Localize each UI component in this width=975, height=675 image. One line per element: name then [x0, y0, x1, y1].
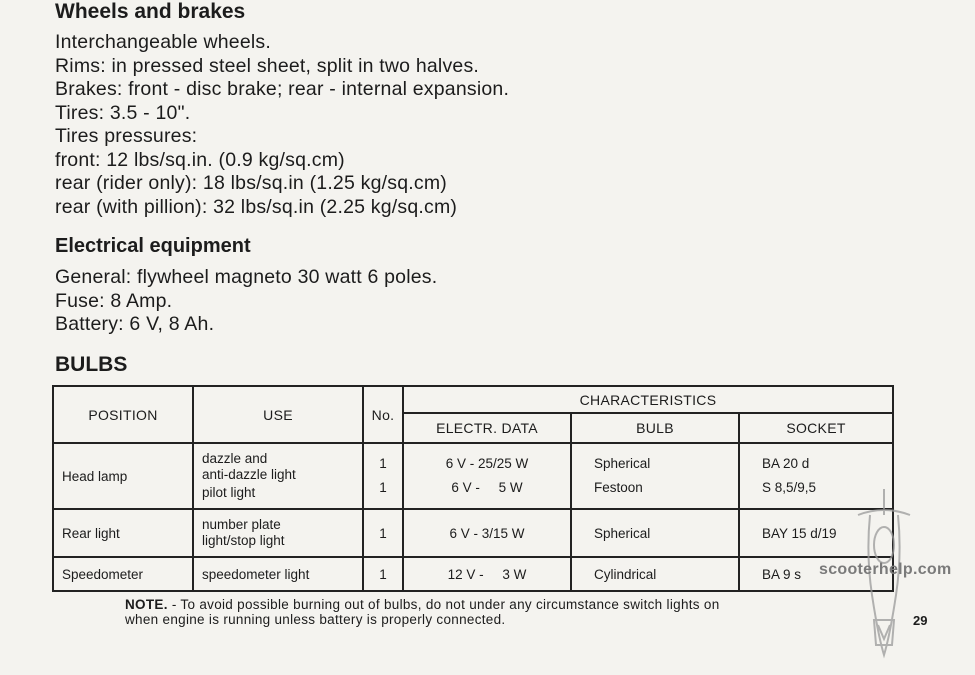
use-line: light/stop light — [202, 533, 285, 548]
spec-line: Tires: 3.5 - 10". — [55, 101, 191, 124]
spec-line: rear (rider only): 18 lbs/sq.in (1.25 kg/sq.cm) — [55, 172, 447, 194]
no-value: 1 — [379, 456, 387, 471]
use-line: number plate — [202, 517, 281, 532]
cell-electr: 12 V - 3 W — [403, 557, 571, 591]
watermark: scooterhelp.com — [819, 561, 952, 578]
cell-electr — [403, 443, 571, 509]
spec-line: Interchangeable wheels. — [55, 31, 271, 53]
header-position: POSITION — [53, 386, 193, 443]
header-characteristics: CHARACTERISTICS — [403, 386, 893, 413]
cell-bulb: Spherical — [571, 509, 739, 557]
cell-position: Head lamp — [53, 443, 193, 509]
table-row — [53, 443, 893, 509]
cell-use — [193, 509, 363, 557]
bulb-value: Festoon — [594, 480, 643, 495]
use-line: pilot light — [202, 485, 256, 500]
no-value: 1 — [379, 480, 387, 495]
use-line: anti-dazzle light — [202, 467, 296, 482]
bulbs-table — [52, 385, 894, 592]
spec-line: Tires pressures: — [55, 125, 198, 147]
spec-line: Rims: in pressed steel sheet, split in two halves. — [55, 54, 480, 77]
cell-no — [363, 443, 403, 509]
table-row — [53, 509, 893, 557]
note-label: NOTE. — [125, 597, 168, 612]
spec-line: Brakes: front - disc brake; rear - internal expansion. — [55, 78, 510, 100]
wheels-brakes-text — [55, 31, 509, 219]
table-row — [53, 557, 893, 591]
electr-value: 6 V - 25/25 W — [445, 456, 529, 471]
header-electr-data: ELECTR. DATA — [403, 413, 571, 443]
cell-bulb — [571, 443, 739, 509]
spec-line: General: flywheel magneto 30 watt 6 poles. — [55, 266, 438, 288]
page-number: 29 — [913, 613, 928, 628]
bulbs-heading: BULBS — [55, 353, 128, 376]
header-bulb: BULB — [571, 413, 739, 443]
wheels-brakes-heading: Wheels and brakes — [55, 0, 246, 23]
header-socket: SOCKET — [739, 413, 893, 443]
cell-position: Rear light — [53, 509, 193, 557]
bulb-value: Spherical — [594, 456, 651, 471]
electrical-text — [55, 266, 437, 337]
note-line-2: when engine is running unless battery is properly connected. — [125, 612, 506, 627]
electrical-heading: Electrical equipment — [55, 235, 251, 257]
cell-socket: BA 9 s — [739, 557, 893, 591]
note-line-1: - To avoid possible burning out of bulbs, do not under any circumstance switch lights on — [171, 597, 720, 612]
cell-no: 1 — [363, 509, 403, 557]
cell-electr: 6 V - 3/15 W — [403, 509, 571, 557]
cell-socket: BAY 15 d/19 — [739, 509, 893, 557]
spec-line: Fuse: 8 Amp. — [55, 289, 173, 312]
cell-use — [193, 443, 363, 509]
cell-position: Speedometer — [53, 557, 193, 591]
use-line: dazzle and — [202, 451, 268, 466]
spec-line: rear (with pillion): 32 lbs/sq.in (2.25 kg/sq.cm) — [55, 195, 458, 218]
electr-value: 6 V - 5 W — [451, 480, 523, 495]
cell-bulb: Cylindrical — [571, 557, 739, 591]
header-use: USE — [193, 386, 363, 443]
spec-line: front: 12 lbs/sq.in. (0.9 kg/sq.cm) — [55, 148, 345, 171]
socket-value: BA 20 d — [762, 456, 810, 471]
safety-note — [125, 597, 720, 627]
spec-line: Battery: 6 V, 8 Ah. — [55, 313, 215, 335]
socket-value: S 8,5/9,5 — [762, 480, 817, 495]
cell-use: speedometer light — [193, 557, 363, 591]
header-no: No. — [363, 386, 403, 443]
cell-no: 1 — [363, 557, 403, 591]
